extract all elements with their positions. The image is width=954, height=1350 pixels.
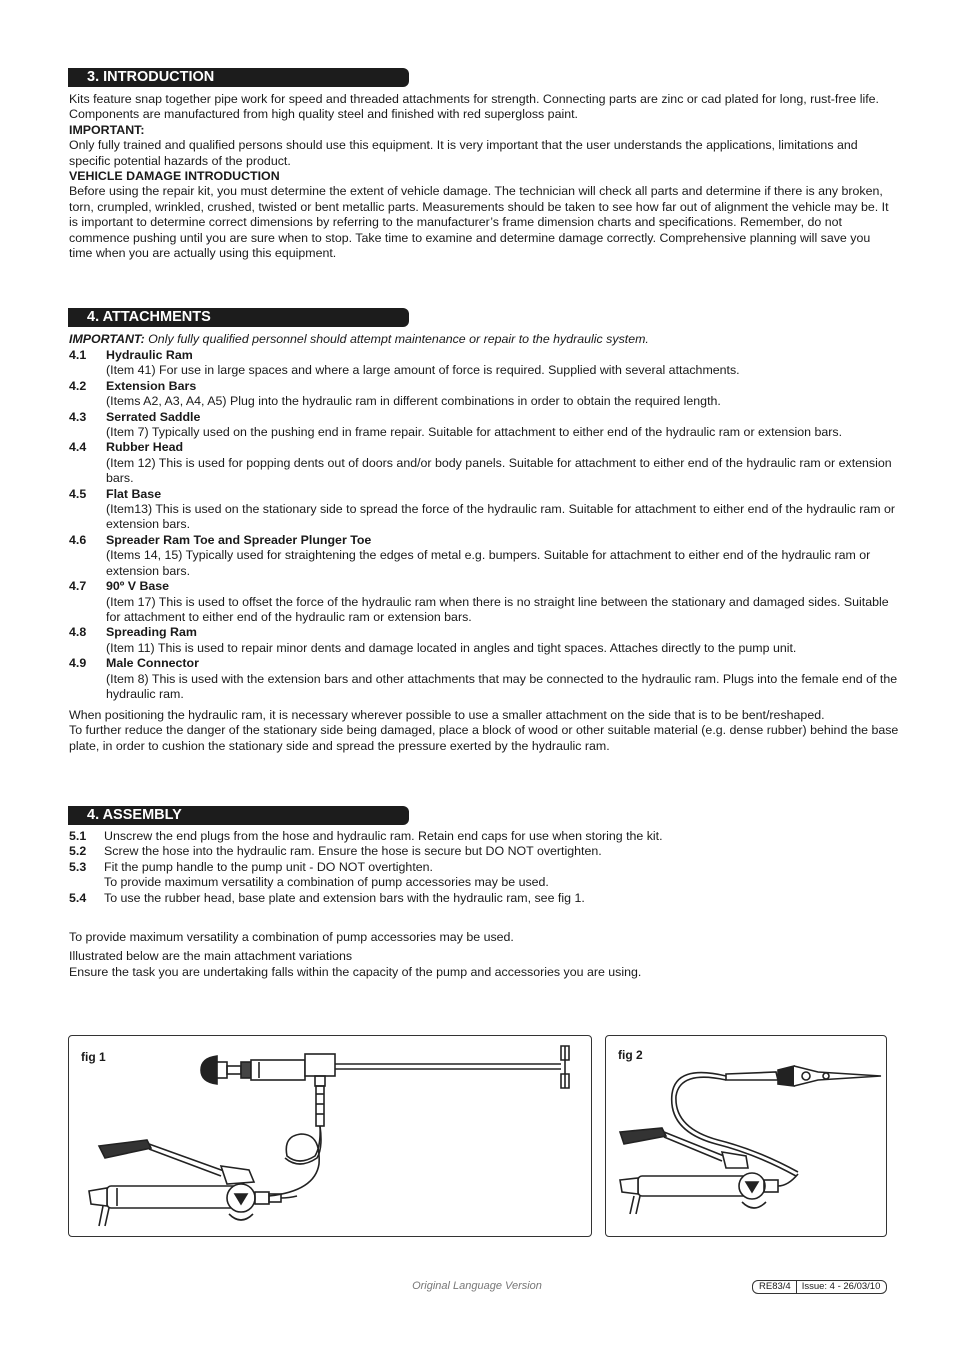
positioning-note: When positioning the hydraulic ram, it is necessary wherever possible to use a smaller attachment on the side that is to be bent/reshaped. xyxy=(69,708,825,722)
attachment-item xyxy=(69,656,899,702)
step-text: To use the rubber head, base plate and extension bars with the hydraulic ram, see fig 1. xyxy=(104,890,585,905)
attachments-notes xyxy=(69,708,899,754)
attachment-title: 90º V Base xyxy=(106,579,170,594)
attachment-item xyxy=(69,440,899,486)
vehicle-damage-label: VEHICLE DAMAGE INTRODUCTION xyxy=(69,169,280,184)
step-number: 5.1 xyxy=(69,829,87,843)
attachment-item xyxy=(69,379,899,410)
attachment-description: (Item 8) This is used with the extension bars and other attachments that may be connected to the hydraulic ram. Plugs into the female end of the hydraulic ram. xyxy=(106,671,898,701)
attachment-title: Hydraulic Ram xyxy=(106,348,193,362)
section-heading-introduction: 3. INTRODUCTION xyxy=(68,68,409,87)
introduction-body xyxy=(69,92,889,261)
attachment-description: (Item 41) For use in large spaces and where a large amount of force is required. Supplied with several attachments. xyxy=(106,363,740,378)
figure-1 xyxy=(68,1035,592,1237)
step-text: Screw the hose into the hydraulic ram. Ensure the hose is secure but DO NOT overtighten. xyxy=(104,844,602,859)
attachment-item xyxy=(69,487,899,533)
important-label: IMPORTANT: xyxy=(69,332,145,346)
attachment-title: Male Connector xyxy=(106,656,199,671)
important-label: IMPORTANT: xyxy=(69,122,145,137)
versatility-note: To provide maximum versatility a combination of pump accessories may be used. xyxy=(69,930,514,944)
assembly-step xyxy=(69,860,899,875)
attachment-item xyxy=(69,348,899,379)
assembly-step xyxy=(69,844,899,859)
vehicle-damage-paragraph: Before using the repair kit, you must determine the extent of vehicle damage. The technician will check all parts and determine if there is any broken, torn, crumpled, wrinkled, crushed, twisted or bent metallic parts. Measurements should be taken to see how far out of alignment the vehicle may be. It is important to determine correct dimensions by referring to the manufacturer’s frame dimension charts and specifications. Remember, do not commence pushing until you are sure when to stop. Take time to examine and determine damage correctly. Comprehensive planning will save you time when you are actually using this equipment. xyxy=(69,184,889,261)
attachment-item xyxy=(69,410,899,441)
attachment-item xyxy=(69,579,899,625)
attachment-title: Serrated Saddle xyxy=(106,409,201,424)
attachment-description: (Item 12) This is used for popping dents out of doors and/or body panels. Suitable for attachment to either end of the hydraulic ram or extension bars. xyxy=(106,455,892,486)
attachment-item xyxy=(69,533,899,579)
attachment-description: (Item 17) This is used to offset the force of the hydraulic ram when there is no straight line between the stationary and damaged sides. Suitable for attachment to either end of the hydraulic ram or extension bars. xyxy=(106,594,889,624)
attachments-important xyxy=(69,332,899,347)
hydraulic-ram-illustration xyxy=(69,1036,591,1236)
step-text: Unscrew the end plugs from the hose and hydraulic ram. Retain end caps for use when storing the kit. xyxy=(104,829,663,843)
attachment-description: (Item 11) This is used to repair minor dents and damage located in angles and tight spaces. Attaches directly to the pump unit. xyxy=(106,640,797,655)
spreader-illustration xyxy=(606,1036,886,1236)
danger-note: To further reduce the danger of the stationary side being damaged, place a block of wood or other suitable material (e.g. dense rubber) behind the base plate, in order to cushion the stationary side and spread the pressure exerted by the hydraulic ram. xyxy=(69,723,899,753)
section-heading-assembly: 4. ASSEMBLY xyxy=(68,806,409,825)
attachment-title: Spreader Ram Toe and Spreader Plunger Toe xyxy=(106,532,372,547)
attachments-list xyxy=(69,348,899,702)
attachment-title: Flat Base xyxy=(106,486,162,501)
attachment-number: 4.1 xyxy=(69,348,87,362)
attachment-number: 4.5 xyxy=(69,486,87,501)
capacity-note: Ensure the task you are undertaking falls within the capacity of the pump and accessories you are using. xyxy=(69,964,642,979)
assembly-notes xyxy=(69,930,899,980)
assembly-step xyxy=(69,829,899,844)
section-heading-attachments: 4. ATTACHMENTS xyxy=(68,308,409,327)
document-code: RE83/4 xyxy=(759,1281,791,1292)
attachment-title: Spreading Ram xyxy=(106,625,197,640)
assembly-steps xyxy=(69,829,899,906)
attachment-number: 4.9 xyxy=(69,656,87,671)
attachment-number: 4.6 xyxy=(69,532,87,547)
step-number: 5.4 xyxy=(69,890,87,905)
attachment-number: 4.7 xyxy=(69,579,87,594)
attachment-number: 4.8 xyxy=(69,625,87,640)
figure-1-label: fig 1 xyxy=(81,1050,106,1064)
variations-note: Illustrated below are the main attachment variations xyxy=(69,949,353,964)
attachment-title: Rubber Head xyxy=(106,440,184,455)
intro-paragraph: Kits feature snap together pipe work for speed and threaded attachments for strength. Connecting parts are zinc or cad plated for long, rust-free life. Components are manufactured from high quality steel and finished with red supergloss paint. xyxy=(69,92,879,122)
attachment-item xyxy=(69,625,899,656)
assembly-step xyxy=(69,891,899,906)
attachment-number: 4.4 xyxy=(69,440,87,455)
issue-badge xyxy=(752,1280,887,1294)
important-paragraph: Only fully trained and qualified persons should use this equipment. It is very important that the user understands the applications, limitations and specific potential hazards of the product. xyxy=(69,138,858,168)
attachment-number: 4.2 xyxy=(69,378,87,393)
step-number: 5.3 xyxy=(69,859,87,874)
issue-date: Issue: 4 - 26/03/10 xyxy=(801,1281,881,1292)
attachment-description: (Items 14, 15) Typically used for straightening the edges of metal e.g. bumpers. Suitable for attachment to either end of the hydraulic ram or extension bars. xyxy=(106,548,871,578)
step-number: 5.2 xyxy=(69,844,87,859)
footer-language-note: Original Language Version xyxy=(412,1280,542,1292)
figure-2 xyxy=(605,1035,887,1237)
attachment-description: (Items A2, A3, A4, A5) Plug into the hydraulic ram in different combinations in order to obtain the required length. xyxy=(106,394,721,409)
important-note: Only fully qualified personnel should attempt maintenance or repair to the hydraulic system. xyxy=(144,332,649,346)
attachment-title: Extension Bars xyxy=(106,378,197,393)
step-text: Fit the pump handle to the pump unit - DO NOT overtighten. xyxy=(104,859,433,874)
attachment-number: 4.3 xyxy=(69,409,87,424)
step-text: To provide maximum versatility a combination of pump accessories may be used. xyxy=(104,875,549,890)
assembly-step xyxy=(69,875,899,890)
attachment-description: (Item 7) Typically used on the pushing end in frame repair. Suitable for attachment to either end of the hydraulic ram or extension bars. xyxy=(106,425,843,440)
attachment-description: (Item13) This is used on the stationary side to spread the force of the hydraulic ram. Suitable for attachment to either end of the hydraulic ram or extension bars. xyxy=(106,502,896,532)
figure-2-label: fig 2 xyxy=(618,1048,643,1062)
